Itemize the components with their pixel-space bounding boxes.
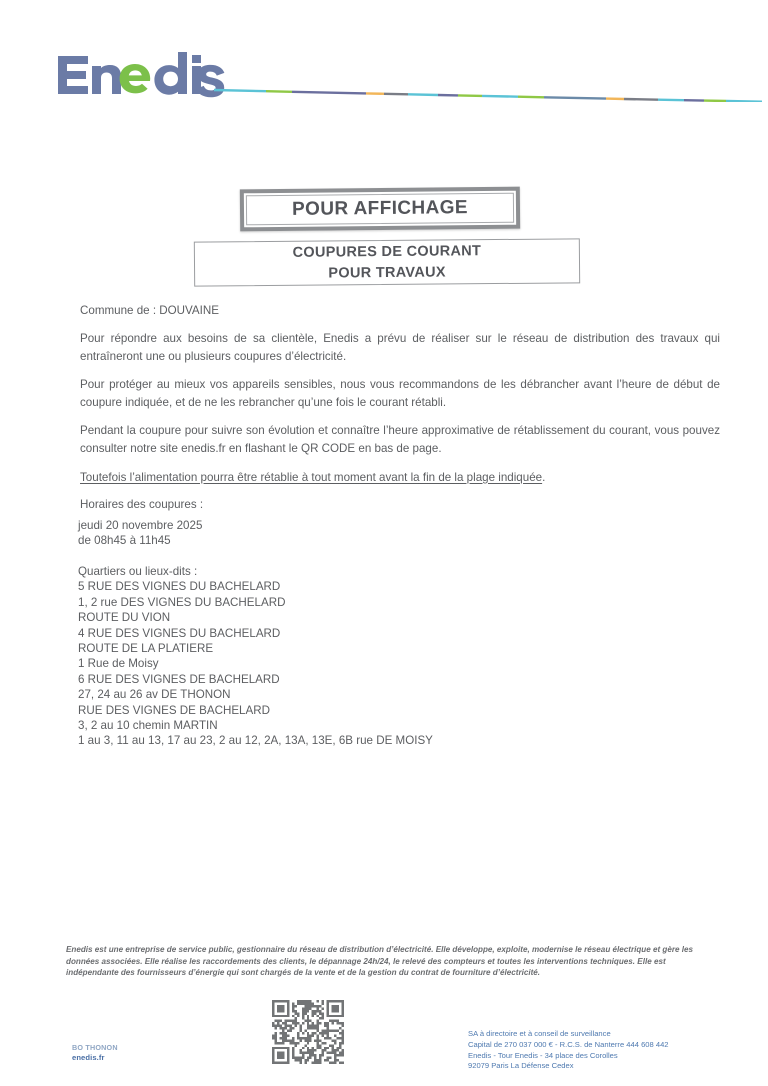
- enedis-logo: [56, 52, 226, 98]
- company-address: Enedis - Tour Enedis - 34 place des Corolles: [468, 1050, 618, 1060]
- coupures-title-line-2: POUR TRAVAUX: [328, 264, 446, 282]
- outage-date: jeudi 20 novembre 2025: [78, 519, 203, 532]
- address-line: ROUTE DE LA PLATIERE: [78, 642, 214, 656]
- affected-areas-list: [78, 564, 638, 749]
- document-header: [0, 0, 768, 130]
- notice-body: [80, 304, 720, 511]
- address-line: ROUTE DU VION: [78, 611, 171, 625]
- address-line: 4 RUE DES VIGNES DU BACHELARD: [78, 626, 281, 640]
- footer-office-name: BO THONON: [72, 1043, 118, 1052]
- address-line: 1, 2 rue DES VIGNES DU BACHELARD: [78, 595, 286, 609]
- enedis-legal-description: Enedis est une entreprise de service public, gestionnaire du réseau de distribution d’électricité. Elle développe, exploite, modernise le réseau électrique et gère les données associées. Elle réalise les raccordements des clients, le dépannage 24h/24, le relevé des compteurs et toutes les interventions techniques. Elle est indépendante des fournisseurs d’énergie qui sont chargés de la vente et de la gestion du contrat de fourniture d’électricité.: [66, 945, 694, 978]
- pour-affichage-title: POUR AFFICHAGE: [291, 197, 469, 220]
- pour-affichage-banner: [240, 187, 520, 232]
- paragraph-qr-tracking: Pendant la coupure pour suivre son évolution et connaître l’heure approximative de rétablissement du courant, vous pouvez consulter notre site enedis.fr en flashant le QR CODE en bas de page.: [80, 424, 720, 456]
- qr-code[interactable]: [272, 1000, 344, 1064]
- paragraph-protect-devices: Pour protéger au mieux vos appareils sensibles, nous vous recommandons de les débrancher avant l’heure de début de coupure indiquée, et de ne les rebrancher qu’une fois le courant rétabli.: [80, 378, 720, 409]
- company-postal: 92079 Paris La Défense Cedex: [468, 1061, 574, 1071]
- address-line: 3, 2 au 10 chemin MARTIN: [78, 719, 218, 733]
- address-line: 6 RUE DES VIGNES DE BACHELARD: [78, 672, 280, 686]
- affected-areas-label: Quartiers ou lieux-dits :: [78, 565, 198, 578]
- company-governance: SA à directoire et à conseil de surveillance: [468, 1029, 611, 1038]
- coupures-title-box: [194, 238, 580, 286]
- restoration-warning-period: .: [542, 470, 546, 484]
- restoration-warning-text: Toutefois l’alimentation pourra être rétablie à tout moment avant la fin de la plage indiquée: [80, 470, 543, 484]
- footer-left-block: [72, 1043, 118, 1063]
- paragraph-works-notice: Pour répondre aux besoins de sa clientèle, Enedis a prévu de réaliser sur le réseau de distribution des travaux qui entraîneront une ou plusieurs coupures d’électricité.: [80, 332, 720, 363]
- footer-company-legal-block: [468, 1029, 669, 1072]
- address-line: 5 RUE DES VIGNES DU BACHELARD: [78, 580, 281, 594]
- horaires-label: Horaires des coupures :: [80, 498, 204, 512]
- footer-website[interactable]: enedis.fr: [72, 1052, 105, 1062]
- coupures-title-line-1: COUPURES DE COURANT: [292, 243, 482, 261]
- qr-code-image: [272, 1000, 344, 1064]
- address-line: RUE DES VIGNES DE BACHELARD: [78, 703, 270, 717]
- outage-time-range: de 08h45 à 11h45: [78, 534, 171, 548]
- outage-schedule: [78, 518, 598, 548]
- pour-affichage-inner-frame: [246, 193, 514, 226]
- address-line: 1 Rue de Moisy: [78, 657, 159, 671]
- company-capital-rcs: Capital de 270 037 000 € - R.C.S. de Nanterre 444 608 442: [468, 1039, 669, 1049]
- affected-areas-items: [78, 579, 638, 748]
- address-line: 1 au 3, 11 au 13, 17 au 23, 2 au 12, 2A, 13A, 13E, 6B rue DE MOISY: [78, 734, 433, 748]
- address-line: 27, 24 au 26 av DE THONON: [78, 688, 231, 702]
- brand-gradient-rule: [214, 88, 762, 102]
- commune-line: Commune de : DOUVAINE: [80, 304, 219, 317]
- paragraph-restoration-warning: [80, 469, 720, 487]
